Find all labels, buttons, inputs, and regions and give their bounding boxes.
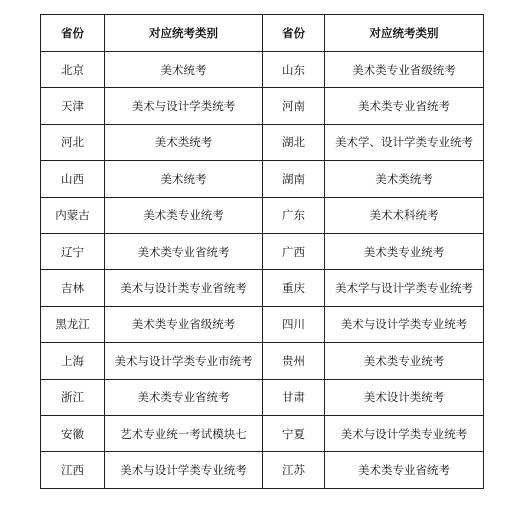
category-cell: 美术与设计学类统考 — [105, 88, 263, 124]
exam-category-table — [40, 14, 484, 489]
category-cell: 美术统考 — [105, 52, 263, 88]
table-row — [41, 452, 484, 488]
table-row — [41, 52, 484, 88]
province-cell: 湖南 — [263, 161, 325, 197]
province-cell: 河南 — [263, 88, 325, 124]
category-cell: 美术学与设计学类专业统考 — [325, 270, 484, 306]
province-cell: 内蒙古 — [41, 197, 105, 233]
province-cell: 贵州 — [263, 343, 325, 379]
table-row — [41, 124, 484, 160]
table-row — [41, 379, 484, 415]
province-cell: 上海 — [41, 343, 105, 379]
category-cell: 美术与设计类专业省统考 — [105, 270, 263, 306]
category-cell: 美术类专业统考 — [325, 343, 484, 379]
table-row — [41, 343, 484, 379]
category-cell: 美术设计类统考 — [325, 379, 484, 415]
province-cell: 湖北 — [263, 124, 325, 160]
table-row — [41, 88, 484, 124]
province-cell: 黑龙江 — [41, 306, 105, 342]
category-cell: 美术与设计学类专业统考 — [325, 306, 484, 342]
category-cell: 美术与设计学类专业统考 — [105, 452, 263, 488]
province-cell: 广西 — [263, 233, 325, 269]
province-cell: 吉林 — [41, 270, 105, 306]
category-cell: 美术术科统考 — [325, 197, 484, 233]
header-province-left: 省份 — [41, 15, 105, 52]
category-cell: 美术类专业统考 — [105, 197, 263, 233]
category-cell: 美术类统考 — [105, 124, 263, 160]
province-cell: 甘肃 — [263, 379, 325, 415]
province-cell: 江苏 — [263, 452, 325, 488]
table-row — [41, 306, 484, 342]
category-cell: 美术统考 — [105, 161, 263, 197]
category-cell: 美术与设计学类专业统考 — [325, 415, 484, 451]
province-cell: 宁夏 — [263, 415, 325, 451]
header-province-right: 省份 — [263, 15, 325, 52]
category-cell: 美术类专业省统考 — [105, 379, 263, 415]
province-cell: 安徽 — [41, 415, 105, 451]
category-cell: 艺术专业统一考试模块七 — [105, 415, 263, 451]
category-cell: 美术类专业省级统考 — [105, 306, 263, 342]
category-cell: 美术学、设计学类专业统考 — [325, 124, 484, 160]
category-cell: 美术与设计学类专业市统考 — [105, 343, 263, 379]
province-cell: 山东 — [263, 52, 325, 88]
province-cell: 广东 — [263, 197, 325, 233]
province-cell: 山西 — [41, 161, 105, 197]
table-header-row — [41, 15, 484, 52]
province-cell: 天津 — [41, 88, 105, 124]
header-category-right: 对应统考类别 — [325, 15, 484, 52]
province-cell: 四川 — [263, 306, 325, 342]
category-cell: 美术类专业省统考 — [325, 88, 484, 124]
table-row — [41, 270, 484, 306]
header-category-left: 对应统考类别 — [105, 15, 263, 52]
province-cell: 重庆 — [263, 270, 325, 306]
table-row — [41, 197, 484, 233]
table-row — [41, 415, 484, 451]
province-cell: 辽宁 — [41, 233, 105, 269]
category-cell: 美术类统考 — [325, 161, 484, 197]
category-cell: 美术类专业省级统考 — [325, 52, 484, 88]
province-cell: 河北 — [41, 124, 105, 160]
category-cell: 美术类专业统考 — [325, 233, 484, 269]
table-row — [41, 161, 484, 197]
category-cell: 美术类专业省统考 — [325, 452, 484, 488]
table-row — [41, 233, 484, 269]
province-cell: 北京 — [41, 52, 105, 88]
province-cell: 浙江 — [41, 379, 105, 415]
province-cell: 江西 — [41, 452, 105, 488]
category-cell: 美术类专业省统考 — [105, 233, 263, 269]
